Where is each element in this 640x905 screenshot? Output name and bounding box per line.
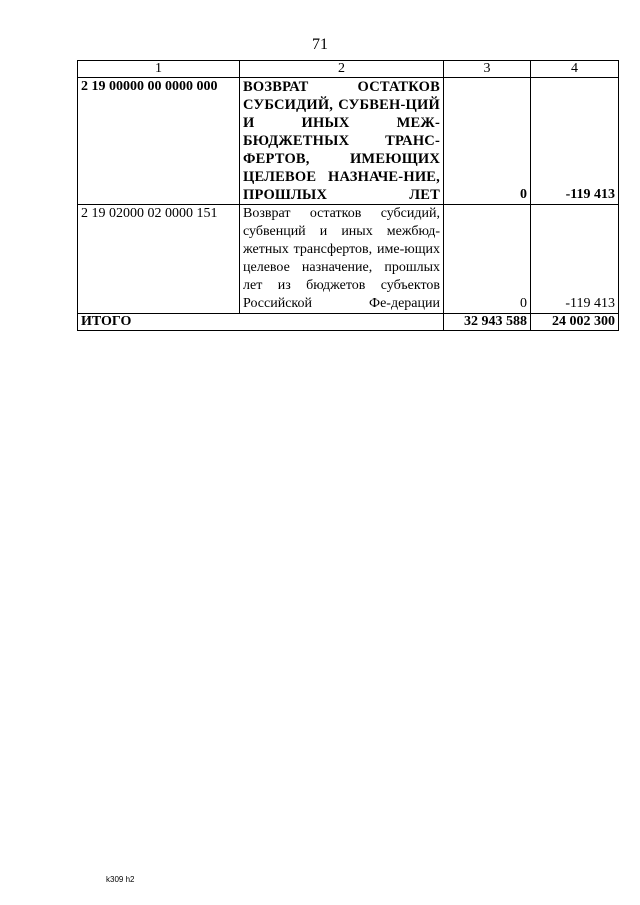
table-row — [78, 78, 619, 205]
total-value-col3: 32 943 588 — [444, 314, 531, 331]
column-header-4: 4 — [531, 61, 619, 78]
row-value-col4: -119 413 — [531, 78, 619, 205]
row-code: 2 19 00000 00 0000 000 — [78, 78, 240, 205]
row-description: Возврат остатков субсидий, субвенций и иных межбюд-жетных трансфертов, име-ющих целевое назначение, прошлых лет из бюджетов субъектов Российской Фе-дерации — [240, 205, 444, 314]
total-value-col4: 24 002 300 — [531, 314, 619, 331]
budget-table — [77, 60, 619, 331]
footer-document-code: k309 h2 — [106, 875, 135, 884]
row-value-col4: -119 413 — [531, 205, 619, 314]
total-label: ИТОГО — [78, 314, 444, 331]
row-code: 2 19 02000 02 0000 151 — [78, 205, 240, 314]
column-header-1: 1 — [78, 61, 240, 78]
row-value-col3: 0 — [444, 78, 531, 205]
row-description: ВОЗВРАТ ОСТАТКОВ СУБСИДИЙ, СУБВЕН-ЦИЙ И ИНЫХ МЕЖ-БЮДЖЕТНЫХ ТРАНС-ФЕРТОВ, ИМЕЮЩИХ ЦЕЛЕВОЕ НАЗНАЧЕ-НИЕ, ПРОШЛЫХ ЛЕТ — [240, 78, 444, 205]
table-row — [78, 205, 619, 314]
column-header-2: 2 — [240, 61, 444, 78]
row-value-col3: 0 — [444, 205, 531, 314]
page-number: 71 — [312, 36, 328, 53]
total-row — [78, 314, 619, 331]
column-header-3: 3 — [444, 61, 531, 78]
header-row — [78, 61, 619, 78]
